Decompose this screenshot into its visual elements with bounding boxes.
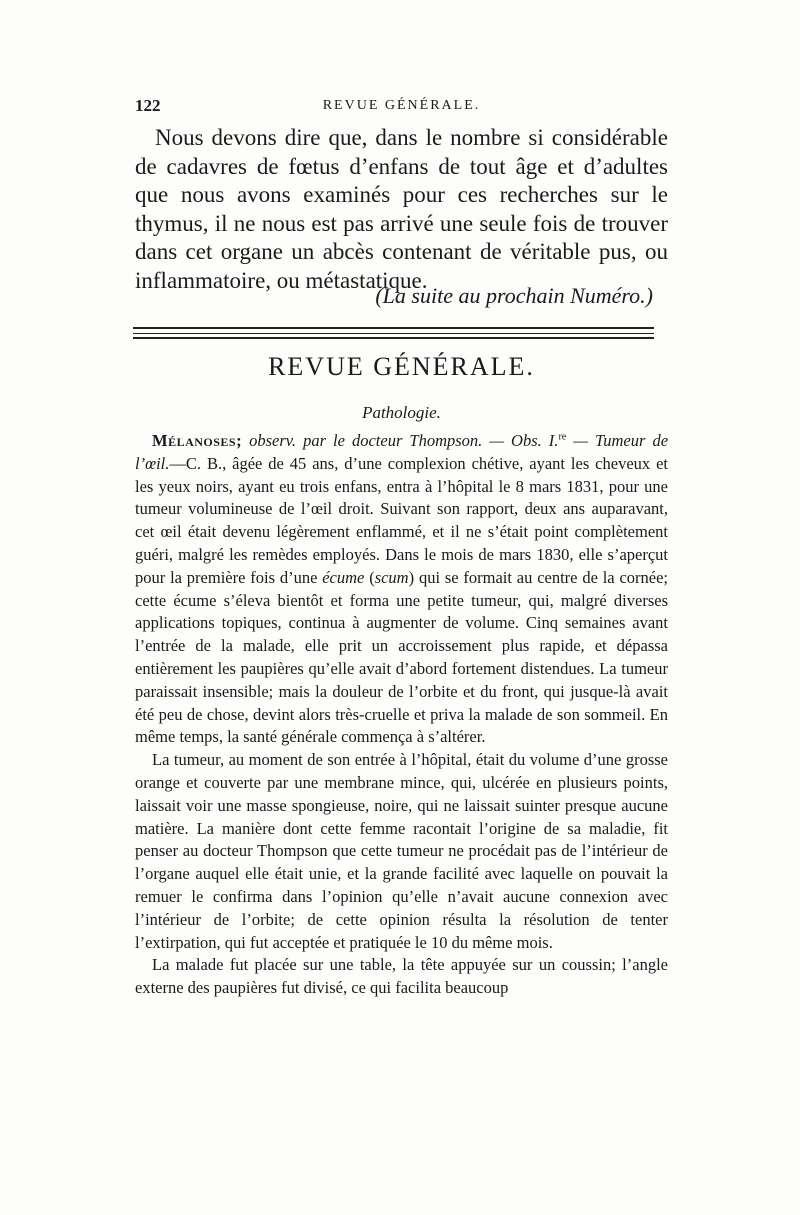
running-head <box>135 96 668 120</box>
article-paragraph-2: La tumeur, au moment de son entrée à l’hôpital, était du volume d’une grosse orange et couverte par une membrane mince, qui, ulcérée en plusieurs points, laissait voir une masse spongieuse, noire, qui ne laissait suinter presque aucune matière. La manière dont cette femme racontait l’origine de sa maladie, fit penser au docteur Thompson que cette tumeur ne procédait pas de l’intérieur de l’organe auquel elle était unie, et la grande facilité avec laquelle on pouvait la remuer le confirma dans l’opinion qu’elle n’avait aucune connexion avec l’intérieur de l’orbite; de cette opinion résulta la résolution de tenter l’extirpation, qui fut acceptée et pratiquée le 10 du même mois. <box>135 750 668 952</box>
section-subtitle: Pathologie. <box>362 403 441 422</box>
article-lead-superscript: re <box>558 431 567 443</box>
page-number: 122 <box>135 96 161 115</box>
paren-close: ) <box>408 567 415 587</box>
article-paragraph-1 <box>135 430 668 749</box>
article-body <box>135 430 668 1000</box>
article-lead-topic: — Tumeur de l’œil. <box>135 431 669 473</box>
section-rule-top <box>133 327 654 329</box>
article-scum: scum <box>374 567 409 587</box>
section-rule-bottom <box>133 337 654 339</box>
article-lead-term: Mélanoses; <box>152 431 243 450</box>
article-ecume: écume <box>322 567 365 587</box>
paren-open: ( <box>369 567 375 587</box>
section-title: REVUE GÉNÉRALE. <box>268 352 535 381</box>
continuation-note <box>135 283 653 309</box>
intro-text <box>135 124 668 295</box>
article-p1-text: —C. B., âgée de 45 ans, d’une complexion chétive, ayant les cheveux et les yeux noirs, ayant eu trois enfans, entra à l’hôpital le 8 mars 1831, pour une tumeur volumineuse de l’œil droit. Suivant son rapport, deux ans auparavant, cet œil était devenu légèrement enflammé, et il ne s’était point complètement guéri, malgré les remèdes employés. Dans le mois de mars 1830, elle s’aperçut pour la première fois d’une <box>135 453 668 587</box>
section-rule-middle <box>133 333 654 334</box>
running-title: REVUE GÉNÉRALE. <box>322 98 481 113</box>
article-paragraph-3: La malade fut placée sur une table, la tête appuyée sur un coussin; l’angle externe des paupières fut divisé, ce qui facilita beaucoup <box>135 955 668 998</box>
intro-paragraph: Nous devons dire que, dans le nombre si considérable de cadavres de fœtus d’enfans de tout âge et d’adultes que nous avons examinés pour ces recherches sur le thymus, il ne nous est pas arrivé une seule fois de trouver dans cet organe un abcès contenant de véritable pus, ou inflammatoire, ou métastatique. <box>135 125 668 293</box>
article-p1-end: qui se formait au centre de la cornée; cette écume s’éleva bientôt et forma une petite tumeur, qui, malgré diverses applications topiques, continua à augmenter de volume. Cinq semaines avant l’entrée de la malade, elle prit un accroissement plus rapide, et dépassa entièrement les paupières qu’elle avait d’abord fortement distendues. La tumeur paraissait insensible; mais la douleur de l’orbite et du front, qui jusque-là avait été peu de chose, devint alors très-cruelle et priva la malade de son sommeil. En même temps, la santé générale commença à s’altérer. <box>135 567 668 747</box>
continuation-note-text: (La suite au prochain Numéro.) <box>375 283 653 308</box>
article-lead-source: observ. par le docteur Thompson. — Obs. I. <box>249 431 559 450</box>
